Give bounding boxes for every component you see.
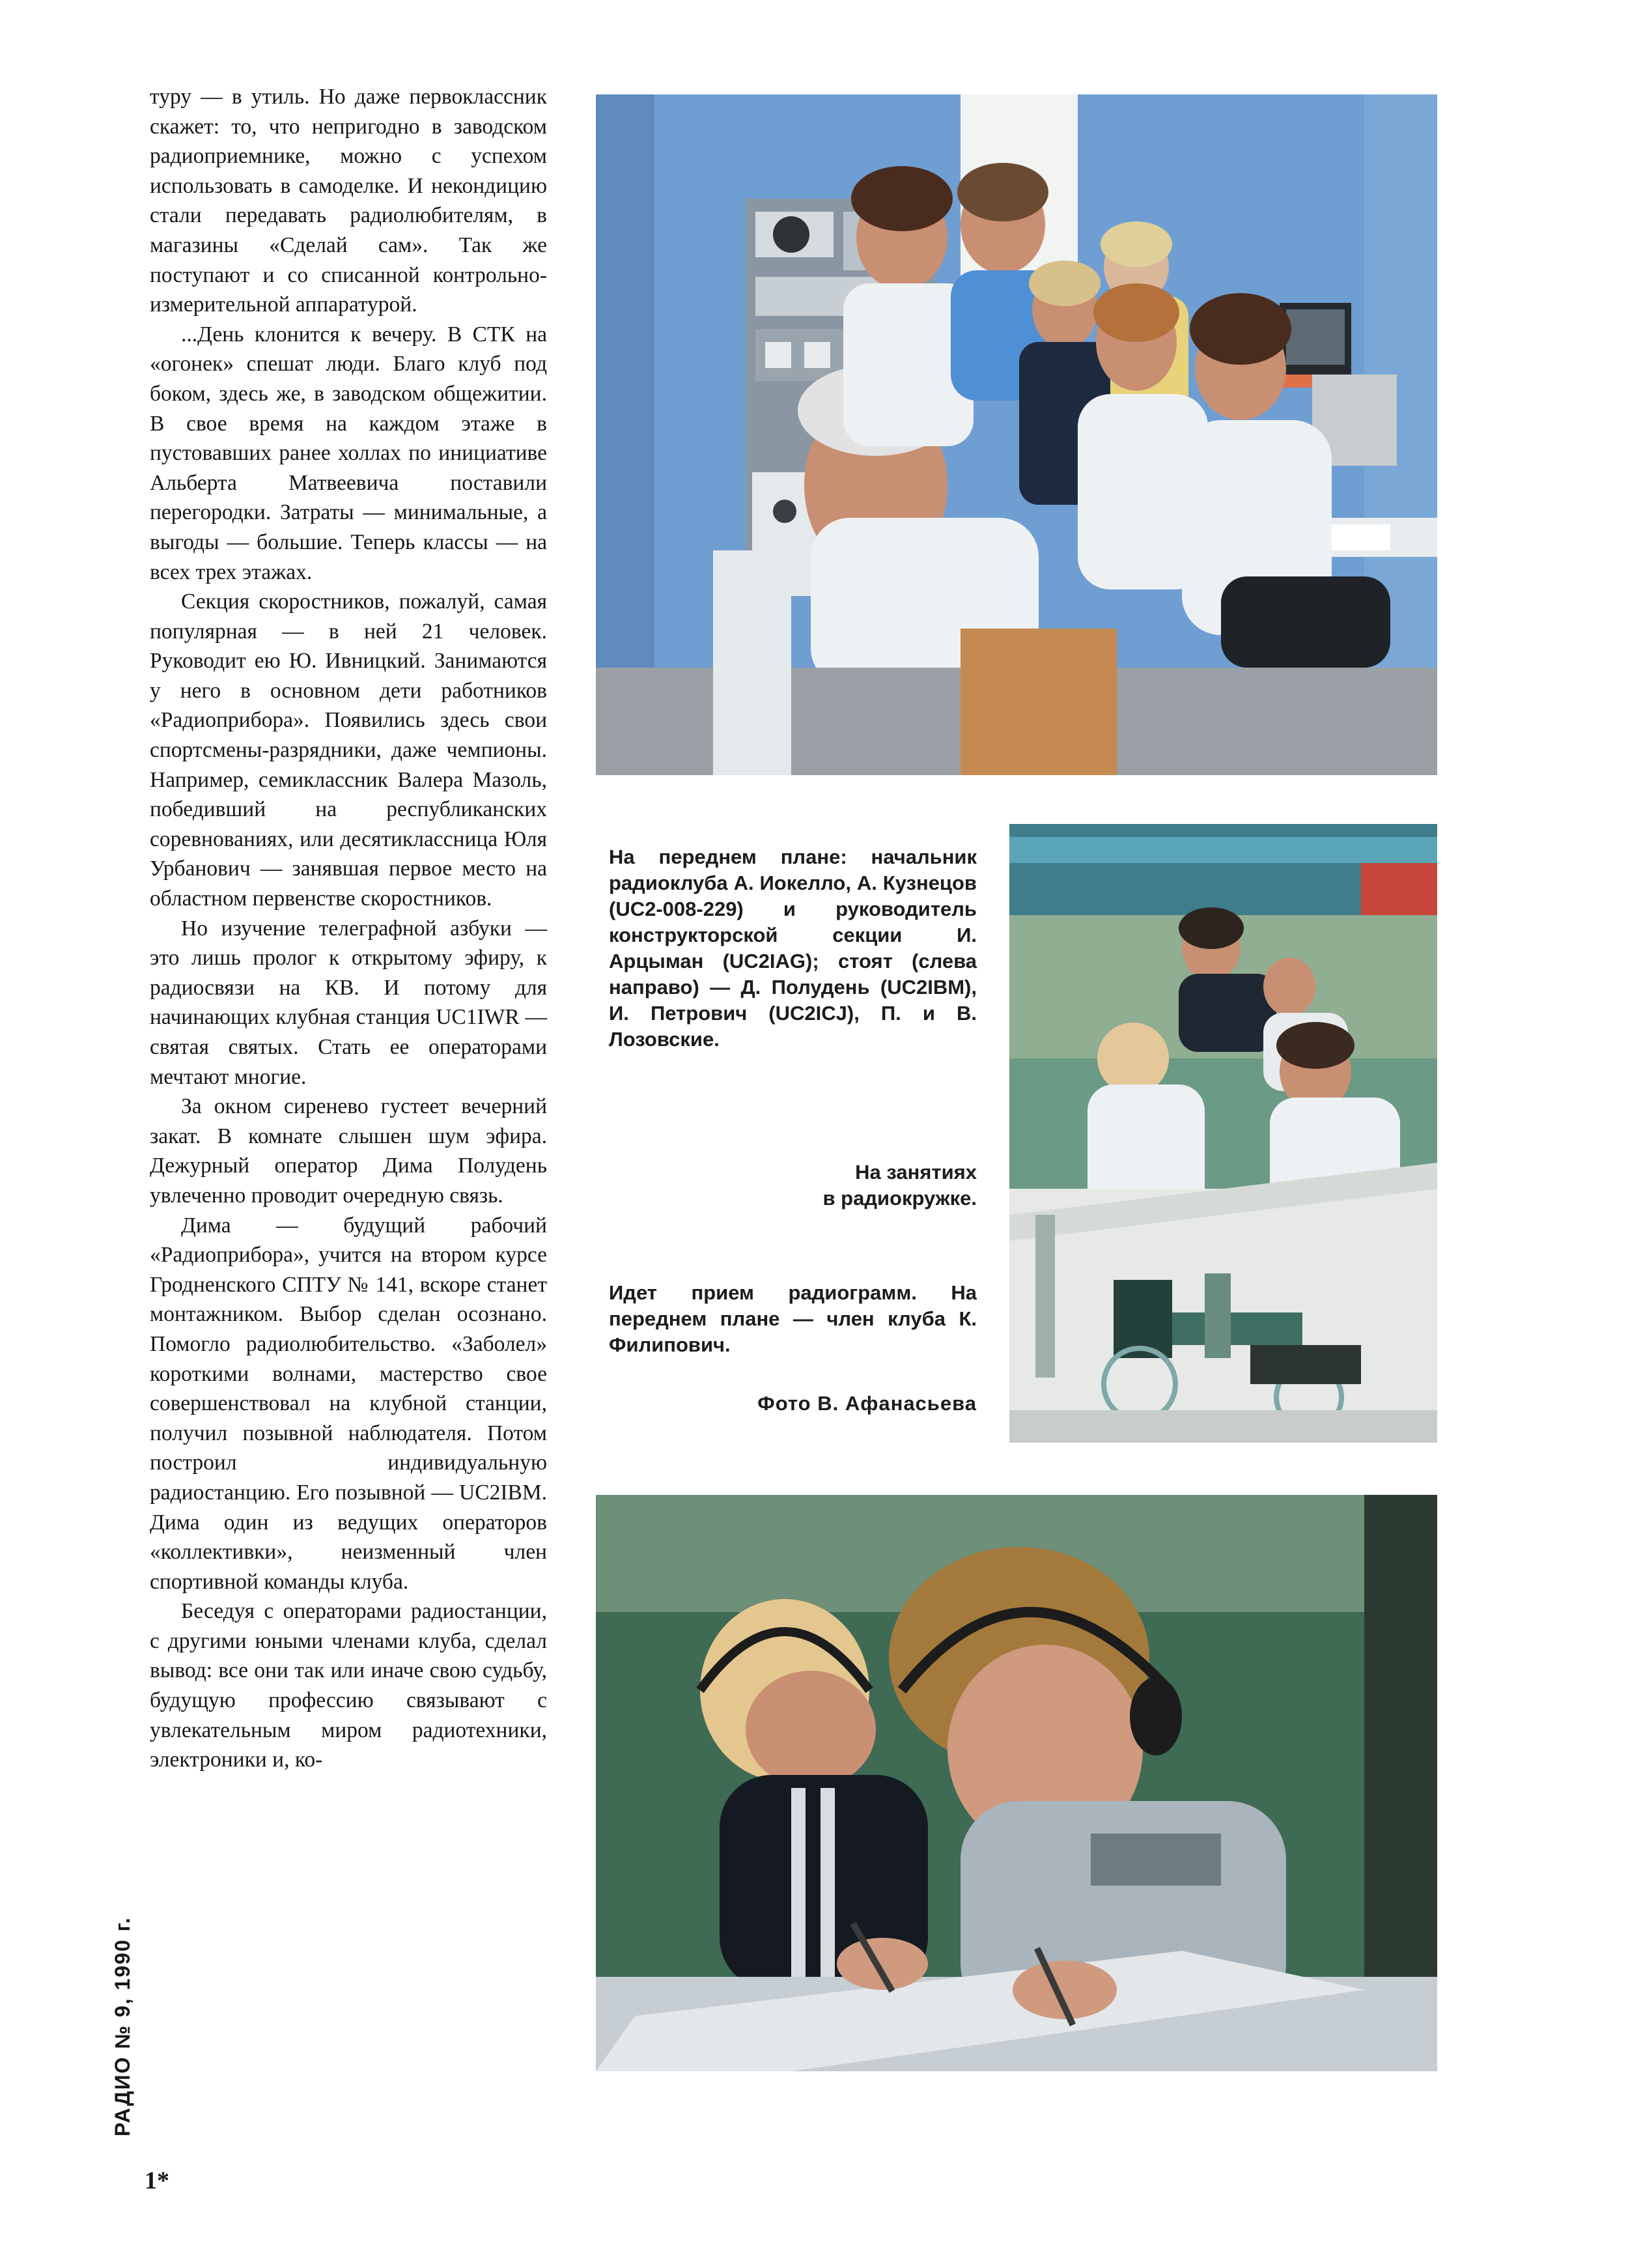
article-column [150,82,547,1775]
article-paragraph: За окном сиренево густеет вечерний закат. В комнате слышен шум эфира. Дежурный оператор Дима Полудень увлеченно проводит очередную связь. [150,1094,547,1208]
group-photo-caption: На переднем плане: начальник радиоклуба А. Иокелло, А. Кузнецов (UC2-008-229) и руководитель конструкторской секции И. Арцыман (UC2IAG); стоят (слева направо) — Д. Полудень (UC2IBM), И. Петрович (UC2ICJ), П. и В. Лозовские. [609,845,977,1051]
lessons-caption-line2: в радиокружке. [822,1187,977,1210]
article-paragraph: Дима — будущий рабочий «Радиоприбора», учится на втором курсе Гродненского СПТУ № 141, вскоре станет монтажником. Выбор сделан осознано. Помогло радиолюбительство. «Заболел» короткими волнами, мастерство свое совершенствовал на клубной станции, получил позывной наблюдателя. Потом построил индивидуальную радиостанцию. Его позывной — UC2IBM. Дима один из ведущих операторов «коллективки», неизменный член спортивной команды клуба. [150,1213,547,1594]
article-paragraph: туру — в утиль. Но даже первоклассник скажет: то, что непригодно в заводском радиоприемнике, можно с успехом использовать в самоделке. И некондицию стали передавать радиолюбителям, в магазины «Сделай сам». Так же поступают и со списанной контрольно-измерительной аппаратурой. [150,85,547,317]
page-signature: 1* [145,2167,169,2194]
article-paragraph: ...День клонится к вечеру. В СТК на «огонек» спешат люди. Благо клуб под боком, здесь же, в заводском общежитии. В свое время на каждом этаже в пустовавших ранее холлах по инициативе Альберта Матвеевича поставили перегородки. Затраты — минимальные, а выгоды — большие. Теперь классы — на всех трех этажах. [150,322,547,584]
radiogram-caption: Идет прием радиограмм. На переднем плане — член клуба К. Филипович. [609,1281,977,1356]
lessons-caption [609,1159,977,1212]
lessons-photo [1009,824,1437,1443]
lessons-caption-line1: На занятиях [855,1161,977,1184]
journal-issue-text: РАДИО № 9, 1990 г. [111,1916,134,2136]
article-paragraph: Секция скоростников, пожалуй, самая популярная — в ней 21 человек. Руководит ею Ю. Ивницкий. Занимаются у него в основном дети работников «Радиоприбора». Появились здесь свои спортсмены-разрядники, даже чемпионы. Например, семиклассник Валера Мазоль, победивший на республиканских соревнованиях, или десятиклассница Юля Урбанович — занявшая первое место на областном первенстве скоростников. [150,589,547,911]
article-paragraph: Но изучение телеграфной азбуки — это лишь пролог к открытому эфиру, к радиосвязи на КВ. И потому для начинающих клубная станция UC1IWR — святая святых. Стать ее операторами мечтают многие. [150,916,547,1089]
photo-credit: Фото В. Афанасьева [757,1392,977,1415]
group-photo [596,94,1437,775]
journal-issue-label [111,1824,150,2136]
article-paragraph: Беседуя с операторами радиостанции, с другими юными членами клуба, сделал вывод: все они так или иначе свою судьбу, будущую профессию связывают с увлекательным миром радиотехники, электроники и, ко- [150,1599,547,1772]
radiogram-photo [596,1495,1437,2071]
